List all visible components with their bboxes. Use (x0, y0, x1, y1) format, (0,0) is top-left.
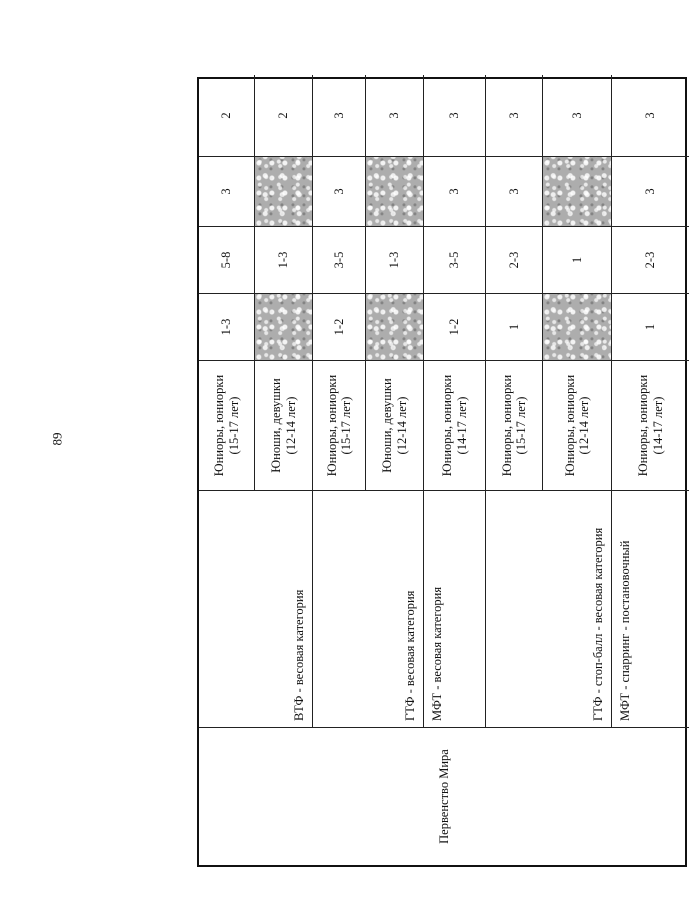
age-group-label: Юниоры, юниорки (14-17 лет) (636, 374, 665, 477)
section-title-cell (199, 727, 689, 865)
age-group-label: Юниоры, юниорки (14-17 лет) (440, 374, 469, 477)
place-value: 3 (447, 188, 462, 195)
place-value: 1 (569, 256, 584, 264)
event-label-gtf: ГТФ - весовая категория (402, 590, 417, 721)
age-group-label: Юноши, девушки (12-14 лет) (380, 378, 409, 473)
place-value: 1-2 (331, 318, 346, 336)
place-value: 3 (506, 188, 521, 195)
value-cell (255, 75, 313, 156)
place-cell (313, 156, 366, 226)
age-group-label: Юниоры, юниорки (15-17 лет) (212, 374, 241, 477)
place-cell (313, 293, 366, 360)
place-value: 3 (219, 188, 234, 195)
place-value: 1 (506, 323, 521, 331)
event-cell-wtf (199, 490, 313, 727)
shaded-cell (255, 293, 313, 360)
value-text: 2 (219, 112, 234, 119)
value-text: 3 (447, 112, 462, 119)
age-group-label: Юниоры, юниорки (15-17 лет) (324, 374, 353, 477)
place-value: 5-8 (219, 251, 234, 269)
place-cell (486, 156, 543, 226)
event-label-mft-sparring: МФТ - спарринг - постановочный (618, 540, 632, 721)
age-group-cell (543, 360, 612, 490)
age-group-label: Юноши, девушки (12-14 лет) (269, 378, 298, 473)
place-cell (486, 293, 543, 360)
age-group-label: Юниоры, юниорки (15-17 лет) (499, 374, 528, 477)
section-title: Первенство Мира (436, 749, 451, 844)
value-text: 3 (387, 112, 402, 119)
place-cell (612, 226, 689, 293)
value-text: 3 (331, 112, 346, 119)
place-value: 3 (643, 188, 658, 195)
value-text: 3 (506, 112, 521, 119)
value-cell (199, 75, 255, 156)
shaded-cell (255, 156, 313, 226)
place-cell (612, 156, 689, 226)
event-label-wtf: ВТФ - весовая категория (291, 589, 306, 721)
event-cell-mft-sparring (612, 490, 689, 727)
value-text: 2 (276, 112, 291, 119)
place-cell (424, 156, 486, 226)
age-group-cell (199, 360, 255, 490)
place-value: 2-3 (506, 251, 521, 269)
place-value: 1-2 (447, 318, 462, 336)
place-cell (199, 293, 255, 360)
place-value: 3 (331, 188, 346, 195)
place-value: 3-5 (447, 251, 462, 269)
place-cell (313, 226, 366, 293)
age-group-cell (255, 360, 313, 490)
event-cell-mft (424, 490, 486, 727)
value-cell (313, 75, 366, 156)
age-group-cell (612, 360, 689, 490)
event-label-gtf-stop-ball: ГТФ - стоп-балл - весовая категория (590, 527, 605, 721)
shaded-cell (543, 293, 612, 360)
place-value: 1 (643, 323, 658, 331)
value-text: 3 (643, 112, 658, 119)
place-cell (199, 226, 255, 293)
place-value: 2-3 (643, 251, 658, 269)
age-group-cell (313, 360, 366, 490)
age-group-cell (366, 360, 424, 490)
place-cell (366, 226, 424, 293)
place-cell (612, 293, 689, 360)
value-cell (366, 75, 424, 156)
place-cell (255, 226, 313, 293)
value-cell (424, 75, 486, 156)
place-cell (543, 226, 612, 293)
event-cell-gtf (313, 490, 424, 727)
place-cell (424, 226, 486, 293)
place-value: 3-5 (331, 251, 346, 269)
shaded-cell (366, 293, 424, 360)
place-cell (424, 293, 486, 360)
age-group-cell (424, 360, 486, 490)
value-text: 3 (569, 112, 584, 119)
place-value: 1-3 (276, 251, 291, 269)
competition-table (197, 77, 687, 867)
event-label-mft: МФТ - весовая категория (430, 586, 444, 721)
place-cell (199, 156, 255, 226)
place-cell (486, 226, 543, 293)
shaded-cell (543, 156, 612, 226)
shaded-cell (366, 156, 424, 226)
event-cell-gtf-stop-ball (486, 490, 612, 727)
age-group-label: Юниоры, юниорки (12-14 лет) (562, 374, 591, 477)
age-group-cell (486, 360, 543, 490)
page-number: 89 (49, 432, 65, 446)
value-cell (543, 75, 612, 156)
place-value: 1-3 (387, 251, 402, 269)
value-cell (612, 75, 689, 156)
place-value: 1-3 (219, 318, 234, 336)
value-cell (486, 75, 543, 156)
